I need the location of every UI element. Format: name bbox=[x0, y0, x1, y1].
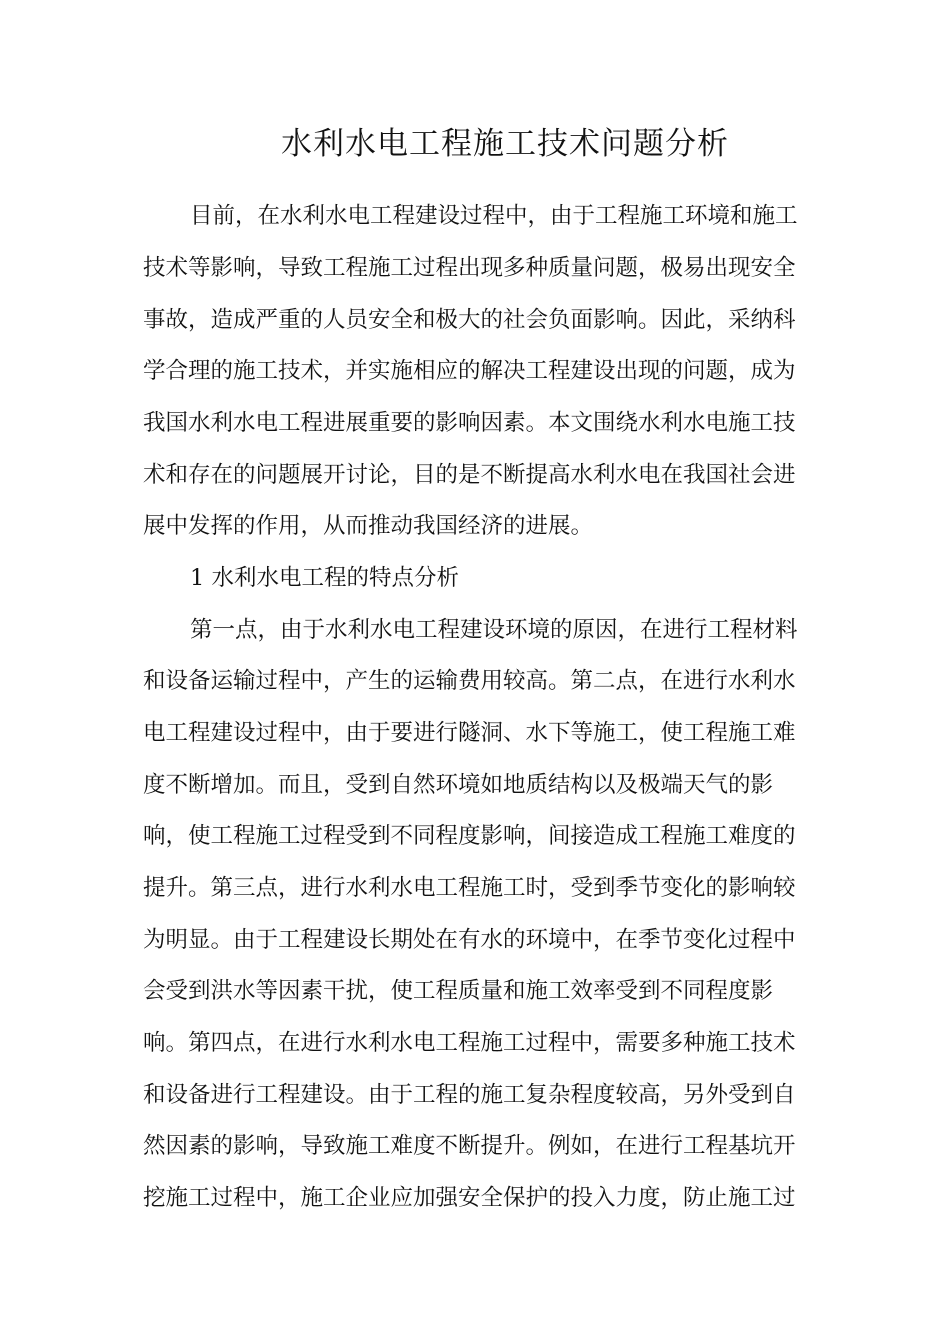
paragraph-line: 响，使工程施工过程受到不同程度影响，间接造成工程施工难度的 bbox=[143, 823, 796, 849]
paragraph-line: 和设备运输过程中，产生的运输费用较高。第二点，在进行水利水 bbox=[143, 668, 796, 694]
paragraph-line: 会受到洪水等因素干扰，使工程质量和施工效率受到不同程度影 bbox=[143, 978, 774, 1004]
paragraph-line: 目前，在水利水电工程建设过程中，由于工程施工环境和施工 bbox=[190, 203, 798, 229]
paragraph-line: 和设备进行工程建设。由于工程的施工复杂程度较高，另外受到自 bbox=[143, 1082, 796, 1108]
paragraph-line: 响。第四点，在进行水利水电工程施工过程中，需要多种施工技术 bbox=[143, 1030, 796, 1056]
paragraph-line: 第一点，由于水利水电工程建设环境的原因，在进行工程材料 bbox=[190, 617, 798, 643]
document-title: 水利水电工程施工技术问题分析 bbox=[281, 126, 729, 162]
paragraph-line: 学合理的施工技术，并实施相应的解决工程建设出现的问题，成为 bbox=[143, 358, 796, 384]
paragraph-line: 展中发挥的作用，从而推动我国经济的进展。 bbox=[143, 513, 594, 539]
paragraph-line: 为明显。由于工程建设长期处在有水的环境中，在季节变化过程中 bbox=[143, 927, 796, 953]
paragraph-line: 度不断增加。而且，受到自然环境如地质结构以及极端天气的影 bbox=[143, 772, 774, 798]
paragraph-line: 我国水利水电工程进展重要的影响因素。本文围绕水利水电施工技 bbox=[143, 410, 796, 436]
paragraph-line: 术和存在的问题展开讨论，目的是不断提高水利水电在我国社会进 bbox=[143, 462, 796, 488]
paragraph-line: 技术等影响，导致工程施工过程出现多种质量问题，极易出现安全 bbox=[143, 255, 796, 281]
paragraph-line: 电工程建设过程中，由于要进行隧洞、水下等施工，使工程施工难 bbox=[143, 720, 796, 746]
paragraph-line: 事故，造成严重的人员安全和极大的社会负面影响。因此，采纳科 bbox=[143, 307, 796, 333]
paragraph-line: 提升。第三点，进行水利水电工程施工时，受到季节变化的影响较 bbox=[143, 875, 796, 901]
paragraph-line: 然因素的影响，导致施工难度不断提升。例如，在进行工程基坑开 bbox=[143, 1133, 796, 1159]
paragraph-line: 挖施工过程中，施工企业应加强安全保护的投入力度，防止施工过 bbox=[143, 1185, 796, 1211]
section-heading: 1 水利水电工程的特点分析 bbox=[190, 565, 459, 591]
